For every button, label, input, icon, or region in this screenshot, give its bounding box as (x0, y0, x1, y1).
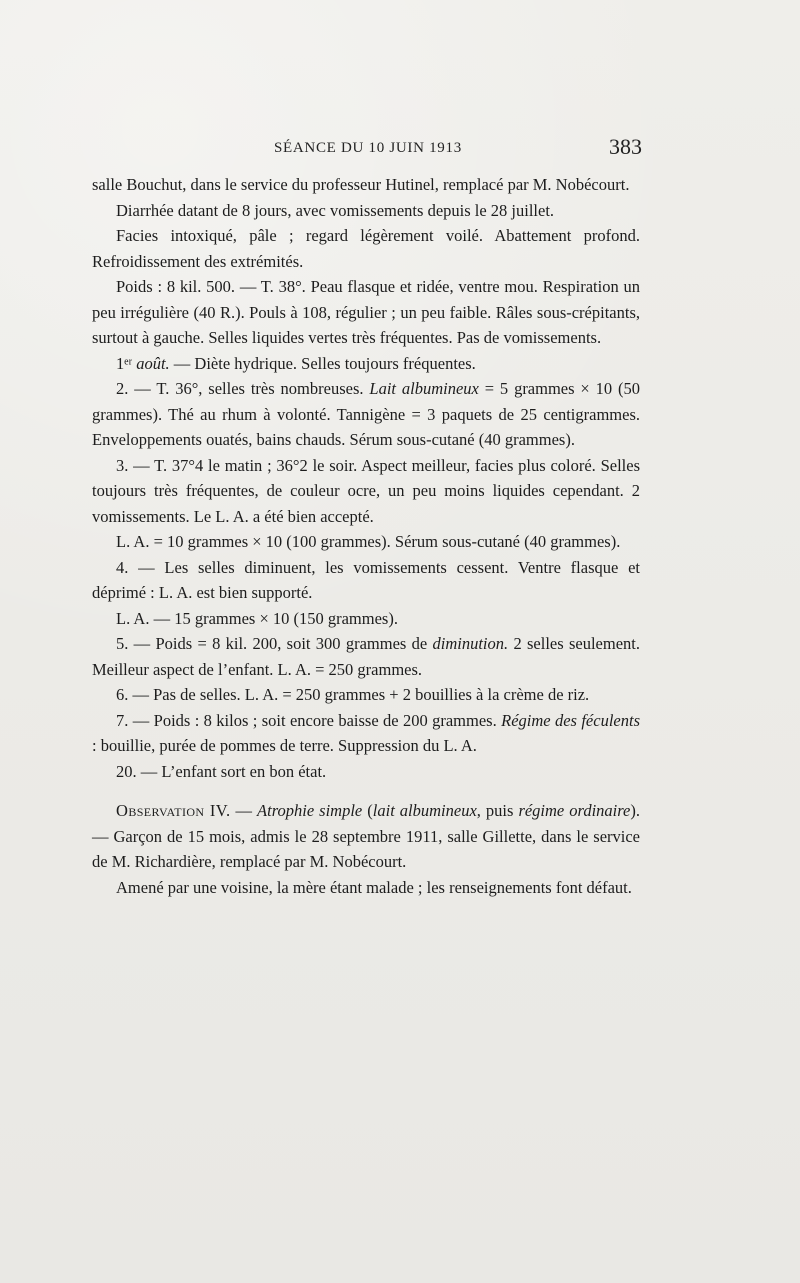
paragraph-13-start: 7. — Poids : 8 kilos ; soit encore baisse de 200 grammes. (116, 710, 502, 730)
observation-dash: — (230, 801, 258, 820)
paragraph-15 (92, 798, 640, 875)
paragraph-2: Diarrhée datant de 8 jours, avec vomissements depuis le 28 juillet. (116, 200, 555, 220)
page-header (92, 134, 642, 164)
paragraph-6-italic: Lait albumineux (369, 379, 479, 398)
paragraph-7: 3. — T. 37°4 le matin ; 36°2 le soir. Aspect meilleur, facies plus coloré. Selles toujours très fréquentes, de couleur ocre, un peu moins liquides cependant. 2 vomissements. Le L. A. a été bien accepté. (92, 455, 640, 526)
month-italic: août. (136, 353, 170, 373)
paragraph-4: Poids : 8 kil. 500. — T. 38°. Peau flasque et ridée, ventre mou. Respiration un peu irrégulière (40 R.). Pouls à 108, régulier ; un peu faible. Râles sous-crépitants, surtout à gauche. Selles liquides vertes très fréquentes. Pas de vomissements. (92, 277, 640, 347)
paragraph-16: Amené par une voisine, la mère étant malade ; les renseignements font défaut. (116, 877, 632, 897)
paragraph-6-start: 2. — T. 36°, selles très nombreuses. (116, 379, 370, 398)
paragraph-6 (92, 376, 640, 453)
date-prefix: 1ᵉʳ (116, 353, 137, 373)
paragraph-11-rest: 2 selles seulement. Meilleur aspect de l’enfant. L. A. = 250 grammes. (92, 634, 640, 679)
observation-lait: lait albumineux (372, 801, 477, 820)
observation-title: Atrophie simple (257, 801, 363, 820)
paragraph-9: 4. — Les selles diminuent, les vomissements cessent. Ventre flasque et déprimé : L. A. est bien supporté. (92, 557, 640, 602)
paragraph-10: L. A. — 15 grammes × 10 (150 grammes). (116, 608, 398, 628)
paragraph-11-start: 5. — Poids = 8 kil. 200, soit 300 grammes de (116, 634, 433, 653)
page-number: 383 (609, 134, 642, 159)
paragraph-14: 20. — L’enfant sort en bon état. (116, 761, 327, 781)
paragraph-11-italic: diminution. (432, 634, 509, 653)
paragraph-11 (92, 631, 640, 682)
paragraph-6-rest: = 5 grammes × 10 (50 grammes). Thé au rhum à volonté. Tannigène = 3 paquets de 25 centigrammes. Enveloppements ouatés, bains chauds. Sérum sous-cutané (40 grammes). (92, 379, 640, 449)
paragraph-1: salle Bouchut, dans le service du professeur Hutinel, remplacé par M. Nobécourt. (92, 175, 630, 194)
observation-puis: , puis (476, 801, 519, 820)
paragraph-5-rest: — Diète hydrique. Selles toujours fréquentes. (169, 353, 476, 373)
paragraph-13 (92, 708, 640, 759)
observation-rest: ). — Garçon de 15 mois, admis le 28 septembre 1911, salle Gillette, dans le service de M. Richardière, remplacé par M. Nobécourt. (92, 801, 641, 871)
paragraph-13-italic: Régime des féculents (501, 710, 640, 730)
paragraph-3: Facies intoxiqué, pâle ; regard légèrement voilé. Abattement profond. Refroidissement des extrémités. (92, 226, 640, 271)
observation-label: Observation IV. (116, 801, 231, 820)
paragraph-8: L. A. = 10 grammes × 10 (100 grammes). Sérum sous-cutané (40 grammes). (116, 532, 621, 551)
running-title: SÉANCE DU 10 JUIN 1913 (274, 140, 462, 156)
observation-regime: régime ordinaire (518, 801, 631, 820)
paragraph-5 (92, 351, 640, 377)
observation-paren-open: ( (362, 801, 373, 820)
paragraph-12: 6. — Pas de selles. L. A. = 250 grammes + 2 bouillies à la crème de riz. (116, 685, 590, 704)
paragraph-13-rest: : bouillie, purée de pommes de terre. Suppression du L. A. (92, 736, 477, 755)
body-text (92, 172, 640, 900)
